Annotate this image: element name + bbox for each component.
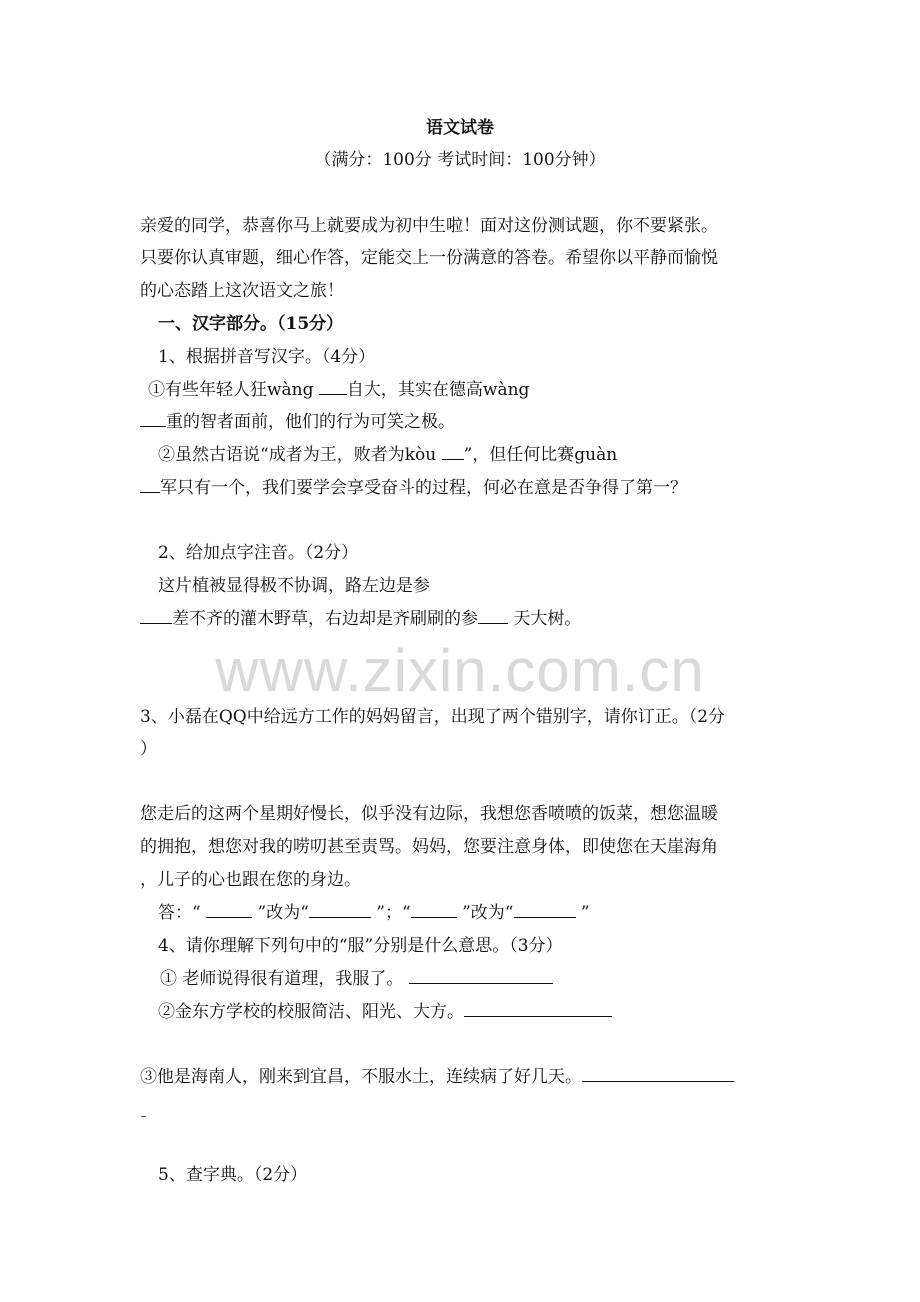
answer-blank[interactable] (514, 901, 576, 918)
q3-answer-e: ” (575, 903, 590, 923)
q1-sentence-1-cont (140, 410, 455, 434)
q5-stem: 5、查字典。（2分） (158, 1165, 308, 1185)
answer-blank[interactable] (411, 901, 457, 918)
intro-line-1: 亲爱的同学，恭喜你马上就要成为初中生啦！面对这份测试题，你不要紧张。 (140, 216, 718, 236)
q3-para-line-1: 您走后的这两个星期好慢长，似乎没有边际，我想您香喷喷的饭菜，想您温暖 (140, 804, 718, 824)
answer-blank[interactable] (140, 607, 172, 624)
q1-s2-part-b: ”，但任何比赛guàn (463, 445, 618, 465)
q4-sentence-3 (140, 1065, 734, 1089)
section-heading: 一、汉字部分。（15分） (158, 314, 344, 334)
q1-s1-part-b: 自大，其实在德高wàng (346, 380, 530, 400)
q3-answer-c: ”；“ (370, 903, 411, 923)
q4-sentence-2 (158, 1000, 612, 1024)
q4-stem: 4、请你理解下列句中的“服”分别是什么意思。（3分） (158, 936, 563, 956)
line-mark (141, 1116, 146, 1117)
q2-line-2 (140, 607, 581, 631)
q3-stem: 3、小磊在QQ中给远方工作的妈妈留言，出现了两个错别字，请你订正。（2分 (140, 707, 726, 727)
q1-s2-part-a: ②虽然古语说“成者为王，败者为kòu (158, 445, 442, 465)
q1-sentence-2-cont (140, 476, 687, 500)
exam-info: （满分：100分 考试时间：100分钟） (314, 150, 606, 170)
q3-answer (158, 901, 590, 925)
q1-stem: 1、根据拼音写汉字。（4分） (158, 347, 376, 367)
intro-line-2: 只要你认真审题，细心作答，定能交上一份满意的答卷。希望你以平静而愉悦 (140, 248, 718, 268)
q3-para-line-2: 的拥抱，想您对我的唠叨甚至责骂。妈妈，您要注意身体，即使您在天崖海角 (140, 837, 718, 857)
answer-blank[interactable] (140, 410, 166, 427)
q1-sentence-1 (148, 378, 529, 402)
watermark: www.zixin.com.cn (215, 637, 705, 704)
q4-sentence-1 (160, 967, 553, 991)
page-title: 语文试卷 (426, 118, 494, 138)
answer-blank[interactable] (309, 901, 371, 918)
q2-line-2-a: 差不齐的灌木野草，右边却是齐刷刷的参 (172, 609, 478, 629)
answer-blank[interactable] (582, 1065, 734, 1082)
answer-blank[interactable] (409, 967, 553, 984)
q1-sentence-2 (158, 443, 617, 467)
q3-para-line-3: ，儿子的心也跟在您的身边。 (140, 870, 361, 890)
answer-blank[interactable] (464, 1000, 612, 1017)
q4-s3-text: ③他是海南人，刚来到宜昌，不服水土，连续病了好几天。 (140, 1067, 582, 1087)
q3-stem-cont: ） (140, 739, 157, 759)
q2-line-2-b: 天大树。 (508, 609, 582, 629)
q2-line-1: 这片植被显得极不协调，路左边是参 (158, 576, 430, 596)
q3-answer-a: 答：“ (158, 903, 207, 923)
q2-stem: 2、给加点字注音。（2分） (158, 543, 359, 563)
answer-blank[interactable] (319, 378, 347, 395)
answer-blank[interactable] (442, 443, 464, 460)
q4-s1-text: ① 老师说得很有道理，我服了。 (160, 969, 404, 989)
q4-s2-text: ②金东方学校的校服简洁、阳光、大方。 (158, 1002, 464, 1022)
intro-line-3: 的心态踏上这次语文之旅！ (140, 281, 344, 301)
answer-blank[interactable] (478, 607, 508, 624)
answer-blank[interactable] (140, 476, 160, 493)
answer-blank[interactable] (206, 901, 252, 918)
q1-s1-part-a: ①有些年轻人狂wàng (148, 380, 319, 400)
q1-s2-part-c: 军只有一个，我们要学会享受奋斗的过程，何必在意是否争得了第一？ (160, 478, 687, 498)
q1-s1-part-c: 重的智者面前，他们的行为可笑之极。 (166, 412, 455, 432)
q3-answer-d: ”改为“ (456, 903, 514, 923)
q3-answer-b: ”改为“ (252, 903, 309, 923)
